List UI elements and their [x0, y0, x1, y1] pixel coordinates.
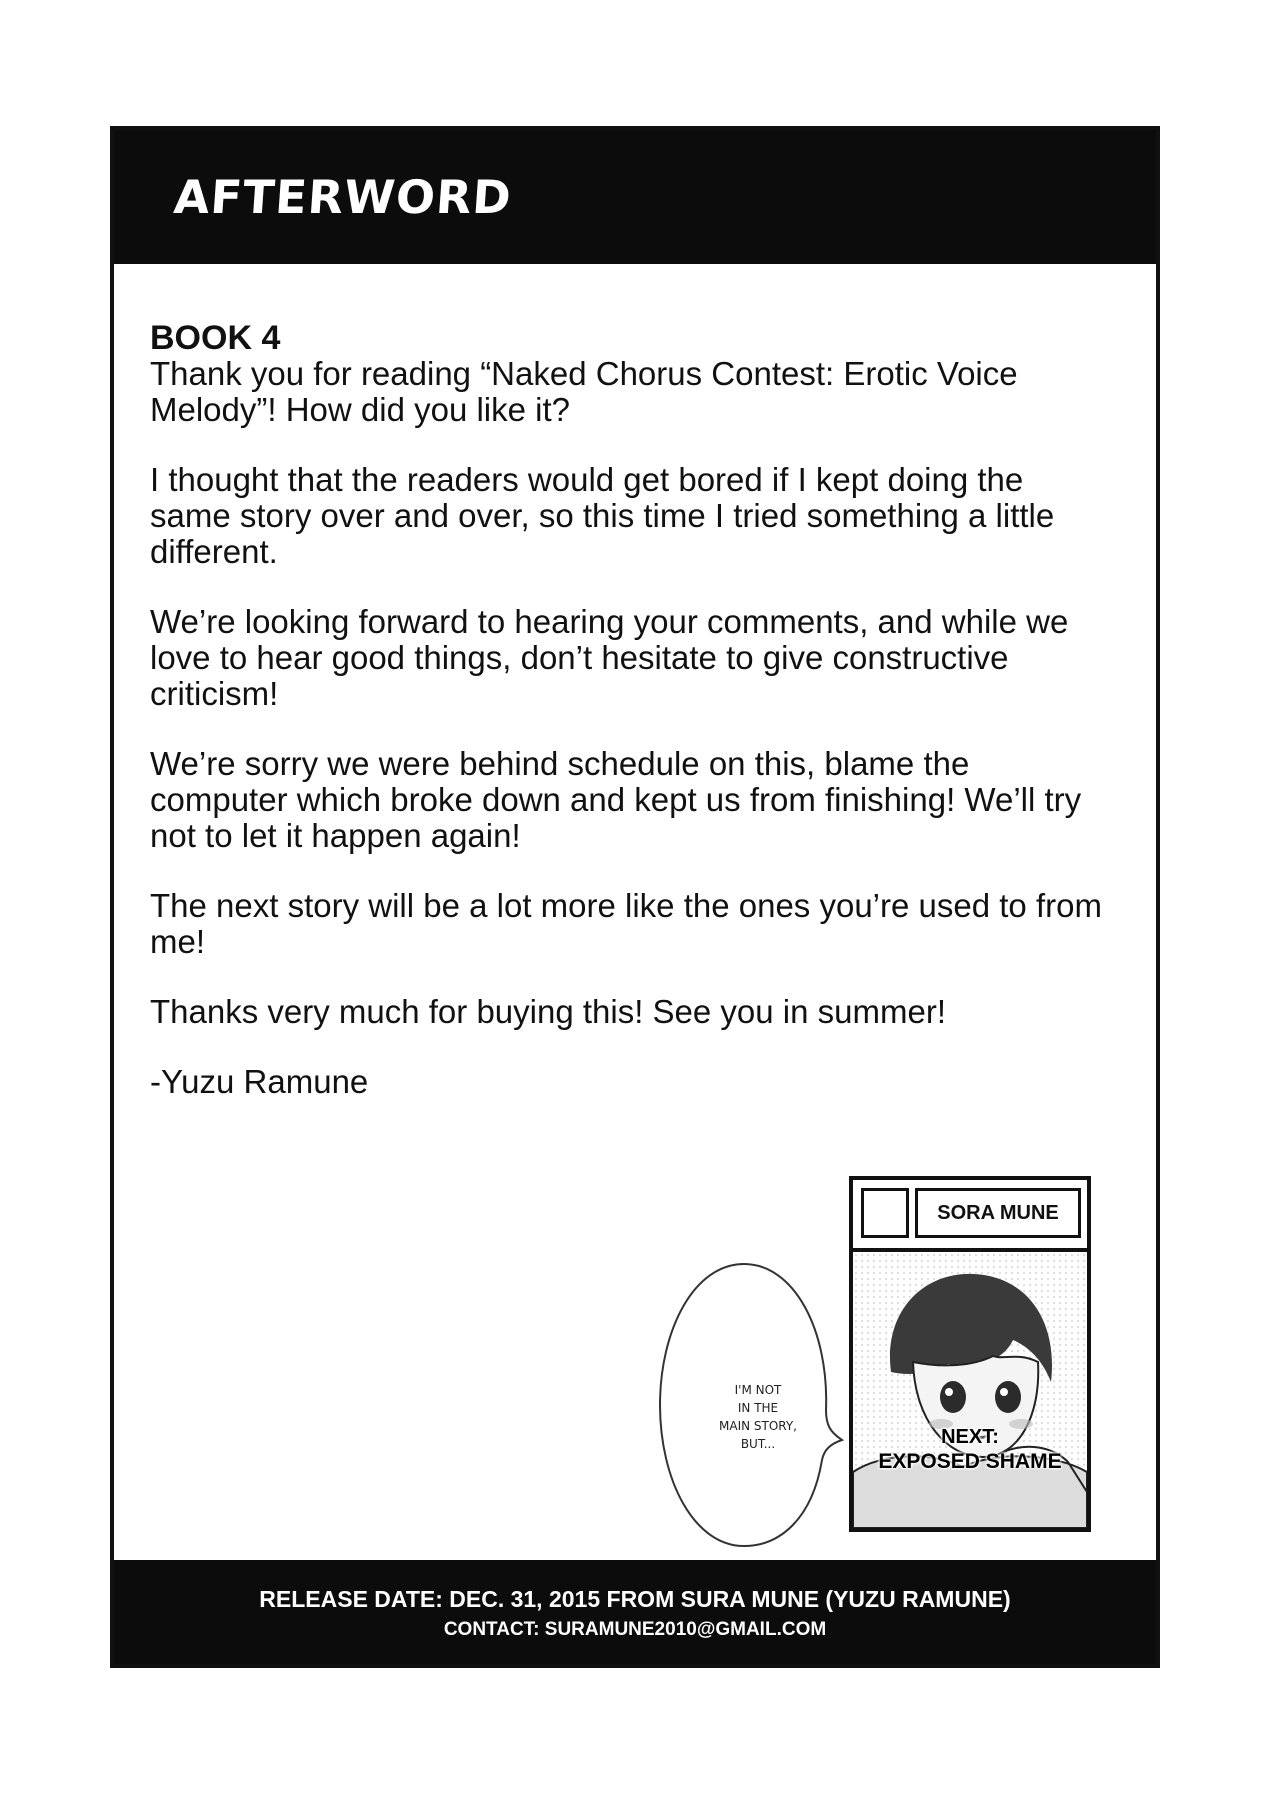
paragraph: I thought that the readers would get bored if I kept doing the same story over and over, so this time I tried something a little different. — [150, 461, 1055, 570]
next-book-cover — [849, 1176, 1091, 1532]
paragraph: The next story will be a lot more like the ones you’re used to from me! — [150, 887, 1102, 960]
cover-author: SORA MUNE — [915, 1188, 1081, 1238]
cover-title: EXPOSED SHAME — [878, 1450, 1062, 1473]
paragraph: Thank you for reading “Naked Chorus Contest: Erotic Voice Melody”! How did you like it? — [150, 355, 1018, 428]
speech-line: MAIN STORY, — [719, 1419, 797, 1433]
signature: -Yuzu Ramune — [150, 1063, 369, 1100]
release-info: RELEASE DATE: DEC. 31, 2015 FROM SURA MUNE (YUZU RAMUNE) — [259, 1586, 1011, 1612]
book-heading: BOOK 4 — [150, 319, 281, 357]
speech-line: I'M NOT — [734, 1383, 782, 1397]
paragraph: We’re looking forward to hearing your comments, and while we love to hear good things, don’t hesitate to give constructive criticism! — [150, 603, 1069, 712]
paragraph: We’re sorry we were behind schedule on this, blame the computer which broke down and kept us from finishing! We’ll try not to let it happen again! — [150, 745, 1082, 854]
page-title: AFTERWORD — [172, 170, 514, 224]
header-bar — [114, 130, 1156, 264]
afterword-body — [150, 320, 1110, 1100]
cover-illustration — [853, 1252, 1087, 1528]
cover-logo-box — [861, 1188, 909, 1238]
cover-header — [853, 1180, 1087, 1252]
paragraph: Thanks very much for buying this! See you in summer! — [150, 993, 946, 1030]
contact-info: CONTACT: SURAMUNE2010@GMAIL.COM — [443, 1619, 827, 1640]
cover-next-label: NEXT: — [941, 1426, 999, 1448]
speech-line: IN THE — [737, 1401, 779, 1415]
afterword-page — [110, 126, 1160, 1668]
footer-bar — [114, 1560, 1156, 1664]
speech-bubble-text — [704, 1381, 812, 1453]
speech-line: BUT... — [740, 1437, 776, 1451]
